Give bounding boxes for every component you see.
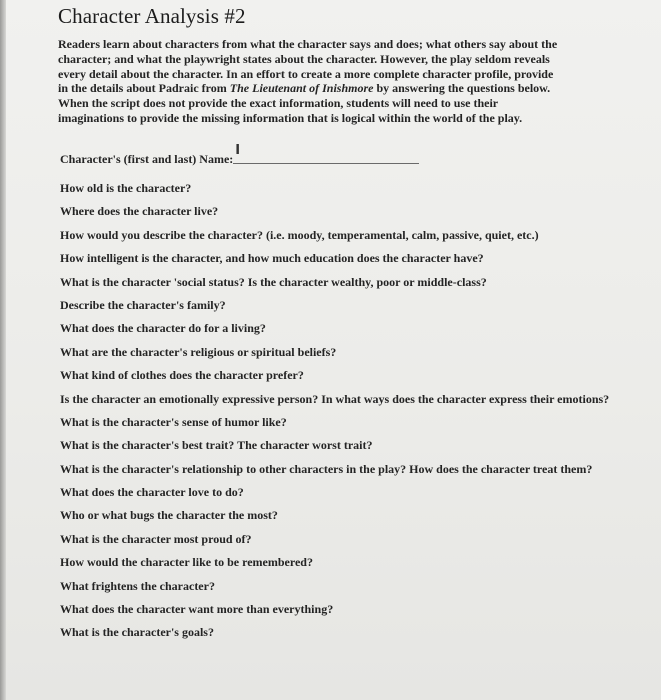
question-item: What is the character 'social status? Is the character wealthy, poor or middle-class? bbox=[60, 274, 487, 289]
name-field-input[interactable] bbox=[233, 143, 419, 164]
question-list bbox=[60, 181, 620, 649]
question-item: What is the character's best trait? The character worst trait? bbox=[60, 438, 373, 453]
name-field-label: Character's (first and last) Name: bbox=[60, 152, 234, 166]
question-item: What is the character's sense of humor like? bbox=[60, 414, 287, 429]
question-item: Who or what bugs the character the most? bbox=[60, 508, 278, 523]
intro-line: character; and what the playwright states about the character. However, the play seldom reveals bbox=[58, 51, 550, 66]
intro-line: every detail about the character. In an effort to create a more complete character profile, provide bbox=[58, 66, 554, 81]
question-item: What are the character's religious or spiritual beliefs? bbox=[60, 344, 337, 359]
question-item: Describe the character's family? bbox=[60, 297, 226, 312]
name-field-row bbox=[60, 143, 419, 167]
intro-text: in the details about Padraic from bbox=[58, 81, 230, 96]
question-item: How would the character like to be remembered? bbox=[60, 555, 313, 570]
question-item: Is the character an emotionally expressive person? In what ways does the character express their emotions? bbox=[60, 391, 610, 406]
intro-paragraph bbox=[58, 37, 598, 126]
question-item: What does the character do for a living? bbox=[60, 321, 266, 336]
question-item: What is the character's relationship to other characters in the play? How does the character treat them? bbox=[60, 461, 593, 476]
question-item: What frightens the character? bbox=[60, 578, 215, 593]
intro-line bbox=[58, 81, 598, 96]
text-cursor-icon: I bbox=[235, 143, 241, 158]
intro-line: Readers learn about characters from what the character says and does; what others say about the bbox=[58, 37, 558, 51]
question-item: What does the character love to do? bbox=[60, 485, 244, 500]
play-title: The Lieutenant of Inishmore bbox=[229, 81, 374, 96]
question-item: How old is the character? bbox=[60, 181, 192, 195]
question-item: How would you describe the character? (i.e. moody, temperamental, calm, passive, quiet, etc.) bbox=[60, 227, 539, 242]
question-item: How intelligent is the character, and how much education does the character have? bbox=[60, 251, 484, 266]
question-item: What is the character's goals? bbox=[60, 625, 214, 640]
question-item: What kind of clothes does the character prefer? bbox=[60, 368, 304, 383]
intro-line: When the script does not provide the exact information, students will need to use their bbox=[58, 96, 499, 111]
intro-text: by answering the questions below. bbox=[373, 81, 551, 96]
page-title: Character Analysis #2 bbox=[58, 4, 246, 28]
question-item: What is the character most proud of? bbox=[60, 531, 252, 546]
question-item: Where does the character live? bbox=[60, 204, 219, 219]
question-item: What does the character want more than everything? bbox=[60, 602, 334, 617]
intro-line: imaginations to provide the missing information that is logical within the world of the play. bbox=[58, 110, 523, 125]
